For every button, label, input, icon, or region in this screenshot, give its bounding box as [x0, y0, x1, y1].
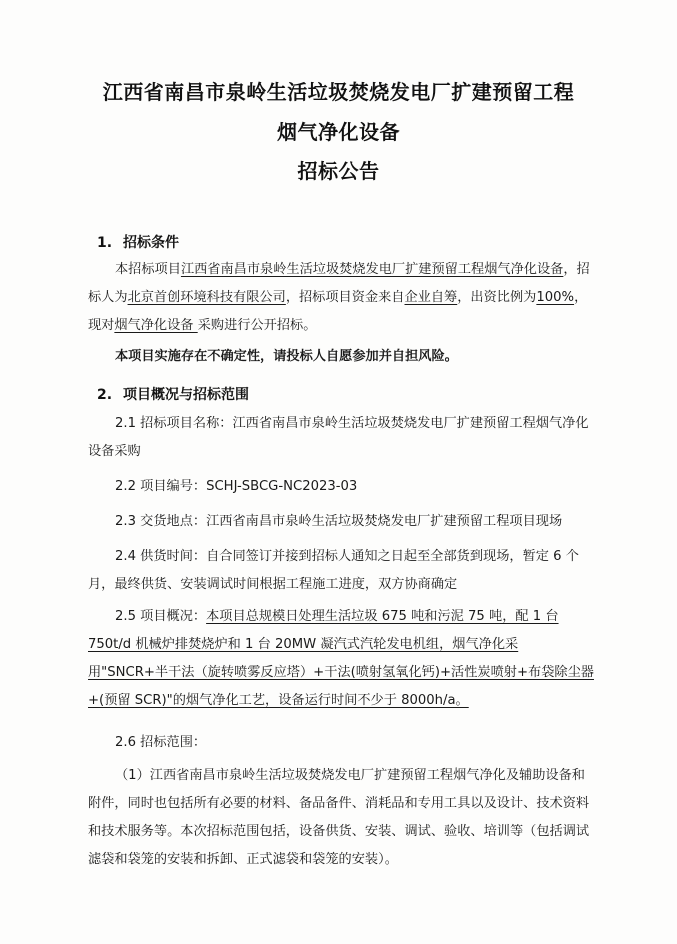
- p1-text-e: ，现对: [88, 290, 588, 333]
- section1-number: 1.: [97, 235, 113, 251]
- p1-text-c: ，招标项目资金来自: [285, 290, 405, 305]
- p1-text-f: 采购进行公开招标。: [197, 318, 317, 333]
- item-2-1: 2.1 招标项目名称：江西省南昌市泉岭生活垃圾焚烧发电厂扩建预留工程烟气净化设备采购: [88, 416, 589, 459]
- funding-underlined: 企业自筹: [404, 290, 458, 305]
- item-2-6: 2.6 招标范围：: [115, 735, 207, 750]
- document-title-line1: 江西省南昌市泉岭生活垃圾焚烧发电厂扩建预留工程: [102, 80, 575, 104]
- p1-text-b: ，招标人为: [88, 262, 590, 305]
- tenderer-underlined: 北京首创环境科技有限公司: [127, 290, 286, 305]
- item-2-5: [88, 603, 598, 715]
- document-title-line2: 烟气净化设备: [277, 120, 400, 144]
- p1-text-d: ，出资比例为: [457, 290, 537, 305]
- item-2-5-prefix: 2.5 项目概况：: [115, 609, 207, 624]
- section1-paragraph1: [88, 256, 598, 340]
- section2-heading-text: 项目概况与招标范围: [123, 387, 249, 403]
- section2-heading: [97, 384, 249, 404]
- section1-heading: [97, 232, 179, 252]
- item-underlined: 烟气净化设备: [114, 318, 198, 333]
- section1-heading-text: 招标条件: [123, 235, 179, 251]
- item-2-5-body: 本项目总规模日处理生活垃圾 675 吨和污泥 75 吨，配 1 台 750t/d 机械炉排焚烧炉和 1 台 20MW 凝汽式汽轮发电机组，烟气净化采用"SNCR+半干法（旋转喷雾反应塔）+干法(喷射氢氧化钙)+活性炭喷射+布袋除尘器+(预留 SCR)"的烟气净化工艺，设备运行时间不少于 8000h/a。: [88, 609, 594, 708]
- project-name-underlined: 江西省南昌市泉岭生活垃圾焚烧发电厂扩建预留工程烟气净化设备: [180, 262, 564, 277]
- risk-notice: 本项目实施存在不确定性，请投标人自愿参加并自担风险。: [115, 349, 458, 364]
- item-2-2: 2.2 项目编号：SCHJ-SBCG-NC2023-03: [115, 479, 358, 494]
- section2-number: 2.: [97, 387, 113, 403]
- item-2-6-1: （1）江西省南昌市泉岭生活垃圾焚烧发电厂扩建预留工程烟气净化及辅助设备和附件，同时也包括所有必要的材料、备品备件、消耗品和专用工具以及设计、技术资料和技术服务等。本次招标范围包括，设备供货、安装、调试、验收、培训等（包括调试滤袋和袋笼的安装和拆卸、正式滤袋和袋笼的安装）。: [88, 768, 590, 867]
- item-2-4: 2.4 供货时间：自合同签订并接到招标人通知之日起至全部货到现场，暂定 6 个月，最终供货、安装调试时间根据工程施工进度，双方协商确定: [88, 549, 579, 592]
- item-2-3: 2.3 交货地点：江西省南昌市泉岭生活垃圾焚烧发电厂扩建预留工程项目现场: [115, 514, 563, 529]
- p1-text-a: 本招标项目: [115, 262, 181, 277]
- ratio-underlined: 100%: [536, 290, 575, 305]
- document-title-line3: 招标公告: [297, 159, 380, 183]
